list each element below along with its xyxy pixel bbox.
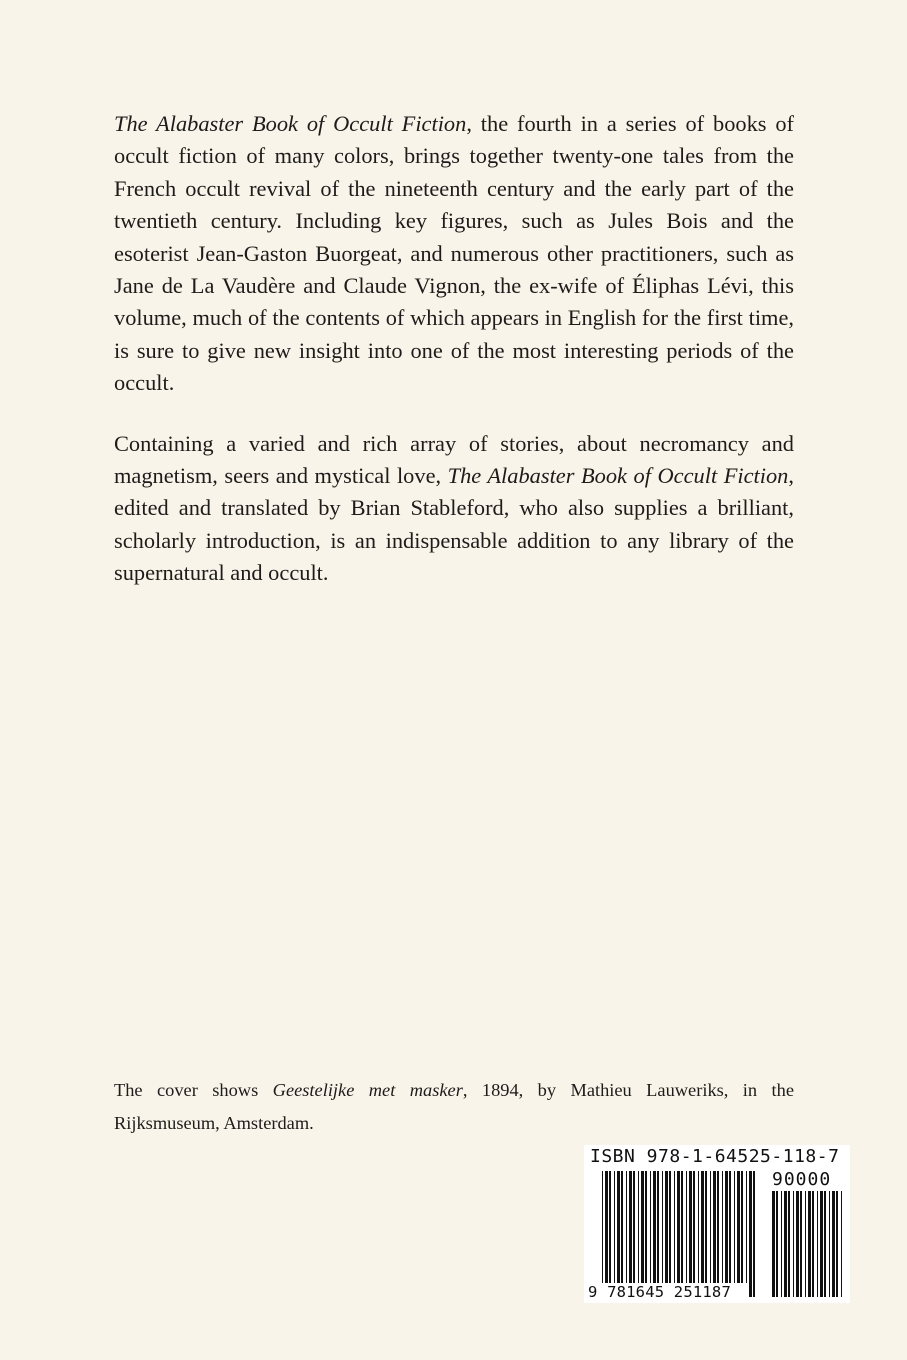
barcode-bar [657,1171,659,1297]
barcode-bar [609,1171,611,1297]
barcode-bar [641,1171,644,1297]
barcode-bar [645,1171,647,1297]
barcode-bar [629,1171,632,1297]
barcode-bar [836,1191,838,1297]
barcode-bar [633,1171,635,1297]
barcode-bar [820,1191,823,1297]
blurb-paragraph-2 [114,428,794,590]
barcode-bar [705,1171,707,1297]
barcode-bar [602,1171,603,1297]
isbn-label: ISBN 978-1-64525-118-7 [590,1146,840,1167]
barcode-bar [746,1171,747,1297]
blurb-p2-lead: Containing a varied and rich array of stories, about necromancy and magnetism, seers and mystical love, [114,430,794,489]
barcode-bar [717,1171,719,1297]
blurb-paragraph-1 [114,108,794,400]
credit-tail: , 1894, by Mathieu Lauweriks, in the Rijksmuseum, Amsterdam. [114,1080,794,1133]
barcode-bar [729,1171,731,1297]
barcode-bar [710,1171,711,1297]
barcode-bar [781,1191,782,1297]
blurb-p2-body: , edited and translated by Brian Stableford, who also supplies a brilliant, scholarly introduction, is an indispensable addition to any library of the supernatural and occult. [114,463,794,586]
barcode-bar [605,1171,608,1297]
barcode-bar [808,1191,811,1297]
barcode-bar [817,1191,818,1297]
barcode-bar [626,1171,627,1297]
credit-lead: The cover shows [114,1080,273,1100]
barcode-bar [800,1191,802,1297]
barcode-bar [698,1171,699,1297]
isbn-barcode [584,1145,850,1303]
barcode-bar [614,1171,615,1297]
barcode-bar [734,1171,735,1297]
barcode-bar [665,1171,668,1297]
barcode-bar [638,1171,639,1297]
barcode-bar [805,1191,806,1297]
barcode-bar [749,1171,752,1297]
barcode-bar [793,1191,794,1297]
barcode-bar [776,1191,778,1297]
barcode-bar [693,1171,695,1297]
barcode-bar [737,1171,740,1297]
addon-digits: 90000 [772,1169,832,1190]
barcode-bar [674,1171,675,1297]
barcode-bar [662,1171,663,1297]
barcode-bar [617,1171,620,1297]
barcode-bar [653,1171,656,1297]
barcode-bar [701,1171,704,1297]
barcode-bar [796,1191,799,1297]
barcode-bar [829,1191,830,1297]
cover-credit [114,1074,794,1139]
barcode-bar [722,1171,723,1297]
barcode-bar [772,1191,775,1297]
barcode-bar [788,1191,790,1297]
barcode-bar [621,1171,623,1297]
blurb-p2-title: The Alabaster Book of Occult Fiction [447,463,789,489]
ean-digits: 9 781645 251187 [588,1283,748,1301]
barcode-bar [812,1191,814,1297]
barcode-bar [689,1171,692,1297]
back-cover-blurb [114,108,794,618]
barcode-bar [841,1191,842,1297]
barcode-bar [725,1171,728,1297]
barcode-bar [650,1171,651,1297]
barcode-bar [784,1191,787,1297]
barcode-bar [713,1171,716,1297]
barcode-bar [677,1171,680,1297]
barcode-bar [681,1171,683,1297]
blurb-p1-body: , the fourth in a series of books of occult fiction of many colors, brings together twenty-one tales from the French occult revival of the nineteenth century and the early part of the twentieth century. Including key figures, such as Jules Bois and the esoterist Jean-Gaston Buorgeat, and numerous other practitioners, such as Jane de La Vaudère and Claude Vignon, the ex-wife of Éliphas Lévi, this volume, much of the contents of which appears in English for the first time, is sure to give new insight into one of the most interesting periods of the occult. [114,111,794,396]
barcode-bar [686,1171,687,1297]
blurb-p1-title: The Alabaster Book of Occult Fiction [114,111,467,136]
barcode-bar [753,1171,755,1297]
barcode-bar [669,1171,671,1297]
barcode-bar [832,1191,835,1297]
credit-artwork-title: Geestelijke met masker [272,1080,463,1100]
barcode-bar [824,1191,826,1297]
barcode-bar [741,1171,743,1297]
